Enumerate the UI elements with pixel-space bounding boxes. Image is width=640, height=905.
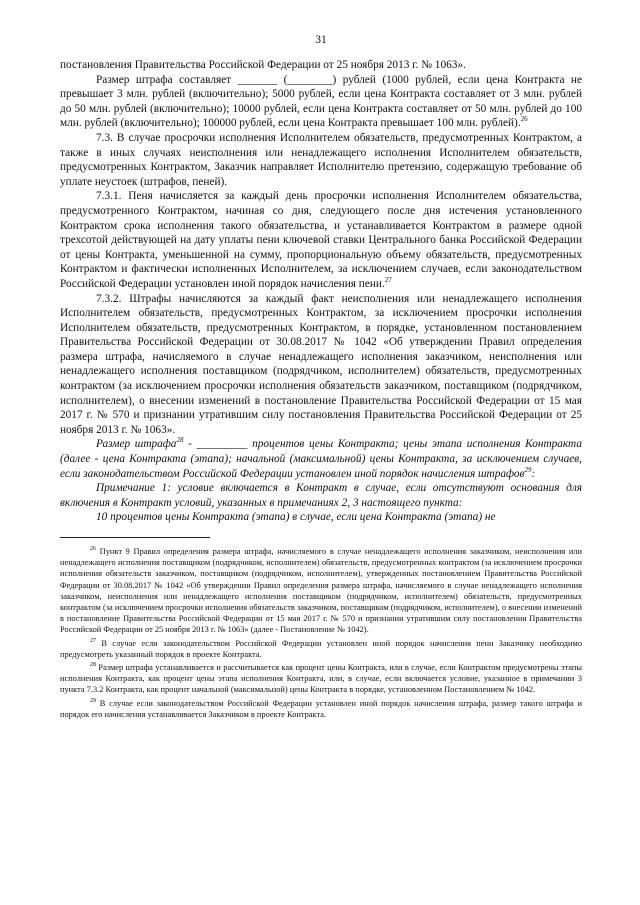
footnote-number: 28 — [90, 662, 96, 669]
footnote-ref: 27 — [384, 276, 392, 285]
footnote: $^{29}$ В случае если законодательством Российской Федерации установлен иной порядок начисления штрафа, размер такого штрафа и порядок его начисления устанавливается Заказчиком в проекте Контракта. — [60, 697, 583, 719]
clause-7-3-1: 7.3.1. Пеня начисляется за каждый день просрочки исполнения Исполнителем обязательства, предусмотренного Контрактом, начиная со дня, следующего после дня истечения установленного Контрактом срока исполнения такого обязательства, и устанавливается Контрактом в размере одной трехсотой действующей на дату уплаты пени ключевой ставки Центрального банка Российской Федерации от цены Контракта, уменьшенной на сумму, пропорциональную объему обязательств, предусмотренных Контрактом и фактически исполненных Исполнителем, за исключением случаев, если законодательством Российской Федерации установлен иной порядок начисления пени.$^{27}$ — [60, 190, 582, 290]
paragraph-10-percent: 10 процентов цены Контракта (этапа) в случае, если цена Контракта (этапа) не — [96, 511, 496, 524]
footnote-number: 29 — [90, 697, 96, 704]
footnote: $^{28}$ Размер штрафа устанавливается и рассчитывается как процент цены Контракта, или в случае, если Контрактом предусмотрены этапы исполнения Контракта, как процент цены этапа исполнения Контракта, или, в случае, если включается условие, указанное в примечании 3 пункта 7.3.2 Контракта, как процент начальной (максимальной) цены Контракта в порядке, установленном Постановлением № 1042. — [60, 662, 583, 695]
footnote-separator — [60, 537, 210, 538]
body-text — [60, 58, 582, 525]
clause-7-3: 7.3. В случае просрочки исполнения Исполнителем обязательств, предусмотренных Контрактом, а также в иных случаях неисполнения или ненадлежащего исполнения Исполнителем обязательств, предусмотренных Контрактом, Заказчик направляет Исполнителю претензию, содержащую требование об уплате неустоек (штрафов, пеней). — [60, 131, 582, 188]
footnote-ref: 29 — [524, 465, 532, 474]
footnote-ref: 28 — [176, 436, 184, 445]
fine-size-paragraph: Размер штрафа$^{28}$ - _________ процентов цены Контракта; цены этапа исполнения Контракта (далее - цена Контракта (этапа); начальной (максимальной) цены Контракта, за исключением случаев, если законодательством Российской Федерации установлен иной порядок начисления штрафов$^{29}$: — [60, 436, 583, 480]
paragraph: постановления Правительства Российской Федерации от 25 ноября 2013 г. № 1063». — [60, 59, 466, 71]
footnote-ref: 26 — [520, 115, 528, 124]
footnotes — [60, 546, 582, 720]
note-1: Примечание 1: условие включается в Контракт в случае, если отсутствуют основания для включения в Контракт условий, указанных в примечаниях 2, 3 настоящего пункта: — [60, 482, 582, 509]
footnote: $^{26}$ Пункт 9 Правил определения размера штрафа, начисляемого в случае ненадлежащего исполнения заказчиком, неисполнения или ненадлежащего исполнения поставщиком (подрядчиком, исполнителем) обязательств, предусмотренных контрактом (за исключением просрочки исполнения обязательств заказчиком, поставщиком (подрядчиком, исполнителем), утвержденных постановлением Правительства Российской Федерации от 30.08.2017 № 1042 «Об утверждении Правил определения размера штрафа, начисляемого в случае ненадлежащего исполнения заказчиком, неисполнения или ненадлежащего исполнения поставщиком (подрядчиком, исполнителем) обязательств, предусмотренных контрактом (за исключением просрочки исполнения обязательств заказчиком, поставщиком (подрядчиком, исполнителем), о внесении изменений в постановление Правительства Российской Федерации от 15 мая 2017 г. № 570 и признании утратившим силу постановления Правительства Российской Федерации от 25 ноября 2013 г. № 1063» (далее - Постановление № 1042). — [60, 546, 582, 635]
paragraph-fine-amount: Размер штрафа составляет _______ (________) рублей (1000 рублей, если цена Контракта не превышает 3 млн. рублей (включительно); 5000 рублей, если цена Контракта составляет от 3 млн. рублей до 50 млн. рублей (включительно); 10000 рублей, если цена Контракта составляет от 50 млн. рублей до 100 млн. рублей (включительно); 100000 рублей, если цена Контракта превышает 100 млн. рублей).$^{26}$ — [60, 73, 582, 130]
footnote-number: 26 — [90, 546, 96, 553]
page-number: 31 — [315, 34, 327, 46]
footnote: $^{27}$ В случае если законодательством Российской Федерации установлен иной порядок начисления пени Заказчику необходимо предусмотреть указанный порядок в проекте Контракта. — [60, 637, 583, 659]
footnote-number: 27 — [90, 637, 96, 644]
clause-7-3-2: 7.3.2. Штрафы начисляются за каждый факт неисполнения или ненадлежащего исполнения Исполнителем обязательств, предусмотренных Контрактом, за исключением просрочки исполнения Исполнителем обязательств, предусмотренных Контрактом, в порядке, установленном постановлением Правительства Российской Федерации от 30.08.2017 № 1042 «Об утверждении Правил определения размера штрафа, начисляемого в случае ненадлежащего исполнения заказчиком, неисполнения или ненадлежащего исполнения поставщиком (подрядчиком, исполнителем) обязательств, предусмотренных контрактом (за исключением просрочки исполнения обязательств заказчиком, поставщиком (подрядчиком, исполнителем), о внесении изменений в постановление Правительства Российской Федерации от 15 мая 2017 г. № 570 и признании утратившим силу постановления Правительства Российской Федерации от 25 ноября 2013 г. № 1063». — [60, 292, 582, 436]
